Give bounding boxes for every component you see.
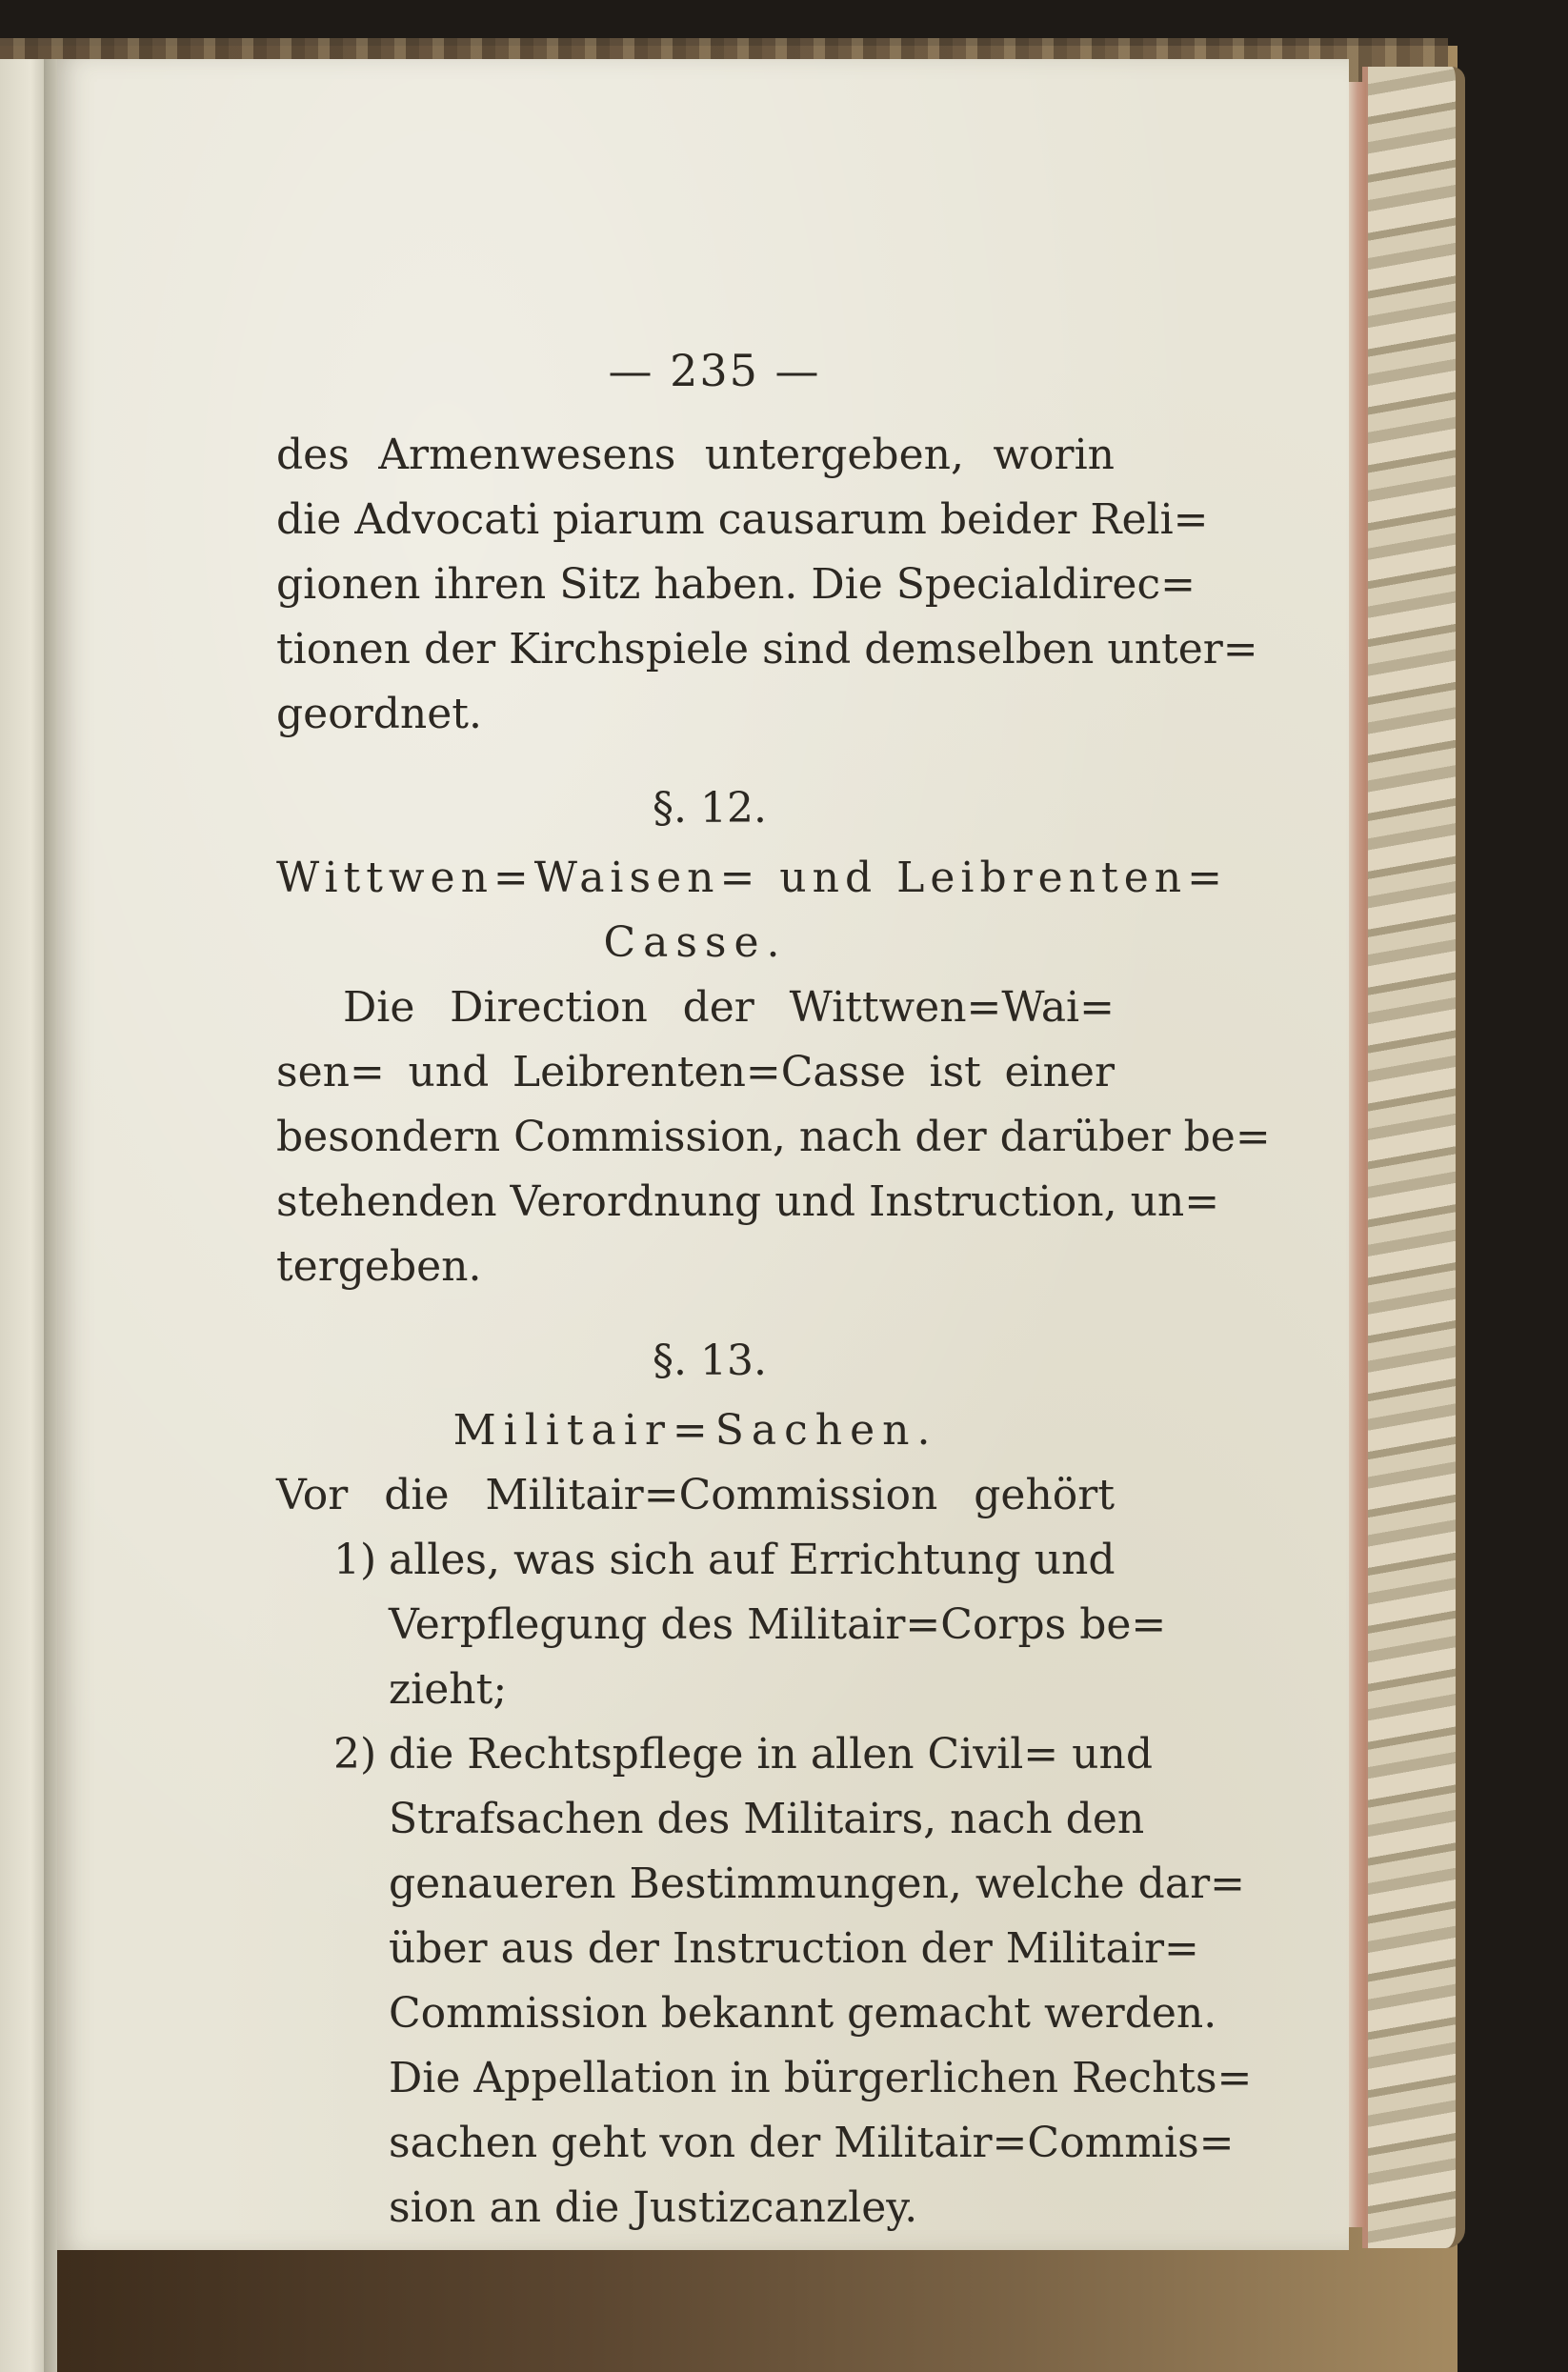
list-item-first-line	[276, 1528, 1115, 1593]
text-line: über aus der Instruction der Militair=	[389, 1924, 1199, 1973]
list-item-text: alles, was sich auf Errichtung und	[389, 1536, 1116, 1584]
section-number: §. 12.	[653, 784, 767, 833]
list-item-text: die Rechtspflege in allen Civil= und	[389, 1730, 1153, 1779]
text-line: Die Direction der Wittwen=Wai=	[343, 983, 1115, 1032]
left-facing-page	[0, 59, 44, 2372]
text-line: Vor die Militair=Commission gehört	[276, 1471, 1115, 1519]
marbled-fore-edge	[1362, 67, 1465, 2248]
list-marker: 1)	[333, 1536, 377, 1584]
text-line: tionen der Kirchspiele sind demselben unter=	[276, 625, 1258, 673]
list-item-2	[276, 1722, 1253, 2241]
book-gutter	[44, 59, 57, 2372]
text-line: geordnet.	[276, 690, 482, 738]
text-line: besondern Commission, nach der darüber be=	[276, 1113, 1271, 1161]
intro-paragraph	[276, 423, 1258, 747]
text-line: Commission bekannt gemacht werden.	[389, 1989, 1217, 2038]
list-marker: 2)	[333, 1730, 377, 1779]
text-line: gionen ihren Sitz haben. Die Specialdirec=	[276, 560, 1196, 609]
text-line: zieht;	[389, 1665, 508, 1714]
section-title: Wittwen=Waisen= und Leibrenten=	[276, 854, 1228, 902]
text-line: sen= und Leibrenten=Casse ist einer	[276, 1048, 1115, 1096]
section-number: §. 13.	[653, 1337, 767, 1385]
text-line: Verpflegung des Militair=Corps be=	[389, 1600, 1167, 1649]
text-line: tergeben.	[276, 1242, 482, 1291]
book-page	[57, 59, 1349, 2250]
page-number-header: — 235 —	[608, 345, 821, 396]
section-title-continuation: Casse.	[603, 918, 788, 967]
text-line: die Advocati piarum causarum beider Reli=	[276, 495, 1209, 544]
text-line: genaueren Bestimmungen, welche dar=	[389, 1859, 1245, 1908]
section-12	[276, 772, 1271, 1299]
text-line: stehenden Verordnung und Instruction, un=	[276, 1177, 1220, 1226]
text-line: Die Appellation in bürgerlichen Rechts=	[389, 2054, 1253, 2102]
page-text	[276, 345, 1271, 2241]
section-title: Militair=Sachen.	[452, 1406, 938, 1455]
text-line: sion an die Justizcanzley.	[389, 2183, 918, 2232]
list-item-1	[276, 1528, 1167, 1722]
text-line: Strafsachen des Militairs, nach den	[389, 1795, 1145, 1843]
text-line: sachen geht von der Militair=Commis=	[389, 2119, 1235, 2167]
list-item-first-line	[276, 1722, 1153, 1787]
section-13	[276, 1324, 1253, 2241]
text-line: des Armenwesens untergeben, worin	[276, 431, 1115, 479]
